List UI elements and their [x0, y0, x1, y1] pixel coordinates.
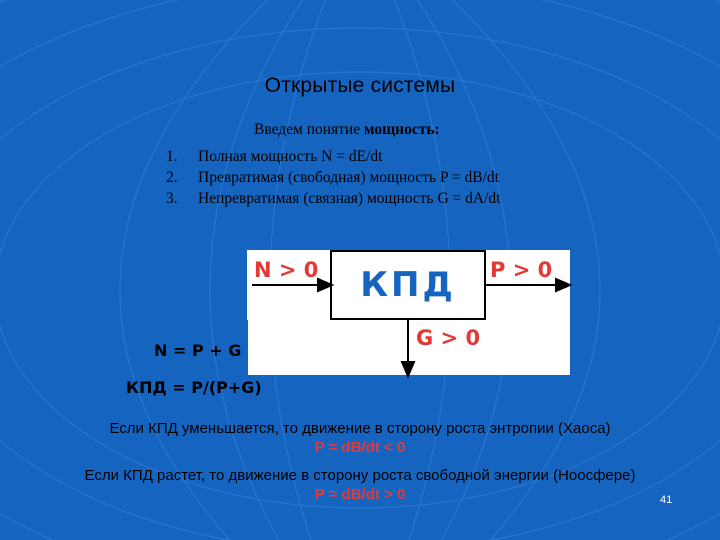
list-number: 1.	[166, 148, 178, 165]
intro-prefix: Введем понятие	[254, 121, 364, 138]
output-power-label: P > 0	[490, 258, 553, 282]
efficiency-formula-label: КПД = P/(P+G)	[126, 378, 262, 397]
statement-increase: Если КПД растет, то движение в сторону роста свободной энергии (Ноосфере)	[84, 467, 636, 484]
list-number: 2.	[166, 169, 178, 186]
formula-decrease: P = dB/dt < 0	[314, 439, 406, 456]
input-power-label: N > 0	[254, 258, 319, 282]
power-balance-label: N = P + G	[154, 341, 242, 360]
efficiency-box-label: КПД	[360, 265, 456, 305]
list-text: Превратимая (свободная) мощность P = dB/dt	[198, 169, 499, 186]
statement-decrease: Если КПД уменьшается, то движение в сторону роста энтропии (Хаоса)	[109, 420, 611, 437]
loss-power-label: G > 0	[416, 326, 481, 350]
list-text: Полная мощность N = dE/dt	[198, 148, 383, 165]
list-number: 3.	[166, 190, 178, 207]
formula-increase: P = dB/dt > 0	[314, 486, 406, 503]
list-text: Непревратимая (связная) мощность G = dA/dt	[198, 190, 501, 207]
page-number: 41	[660, 494, 673, 506]
slide-title: Открытые системы	[264, 74, 456, 97]
intro-bold: мощность:	[363, 121, 440, 138]
